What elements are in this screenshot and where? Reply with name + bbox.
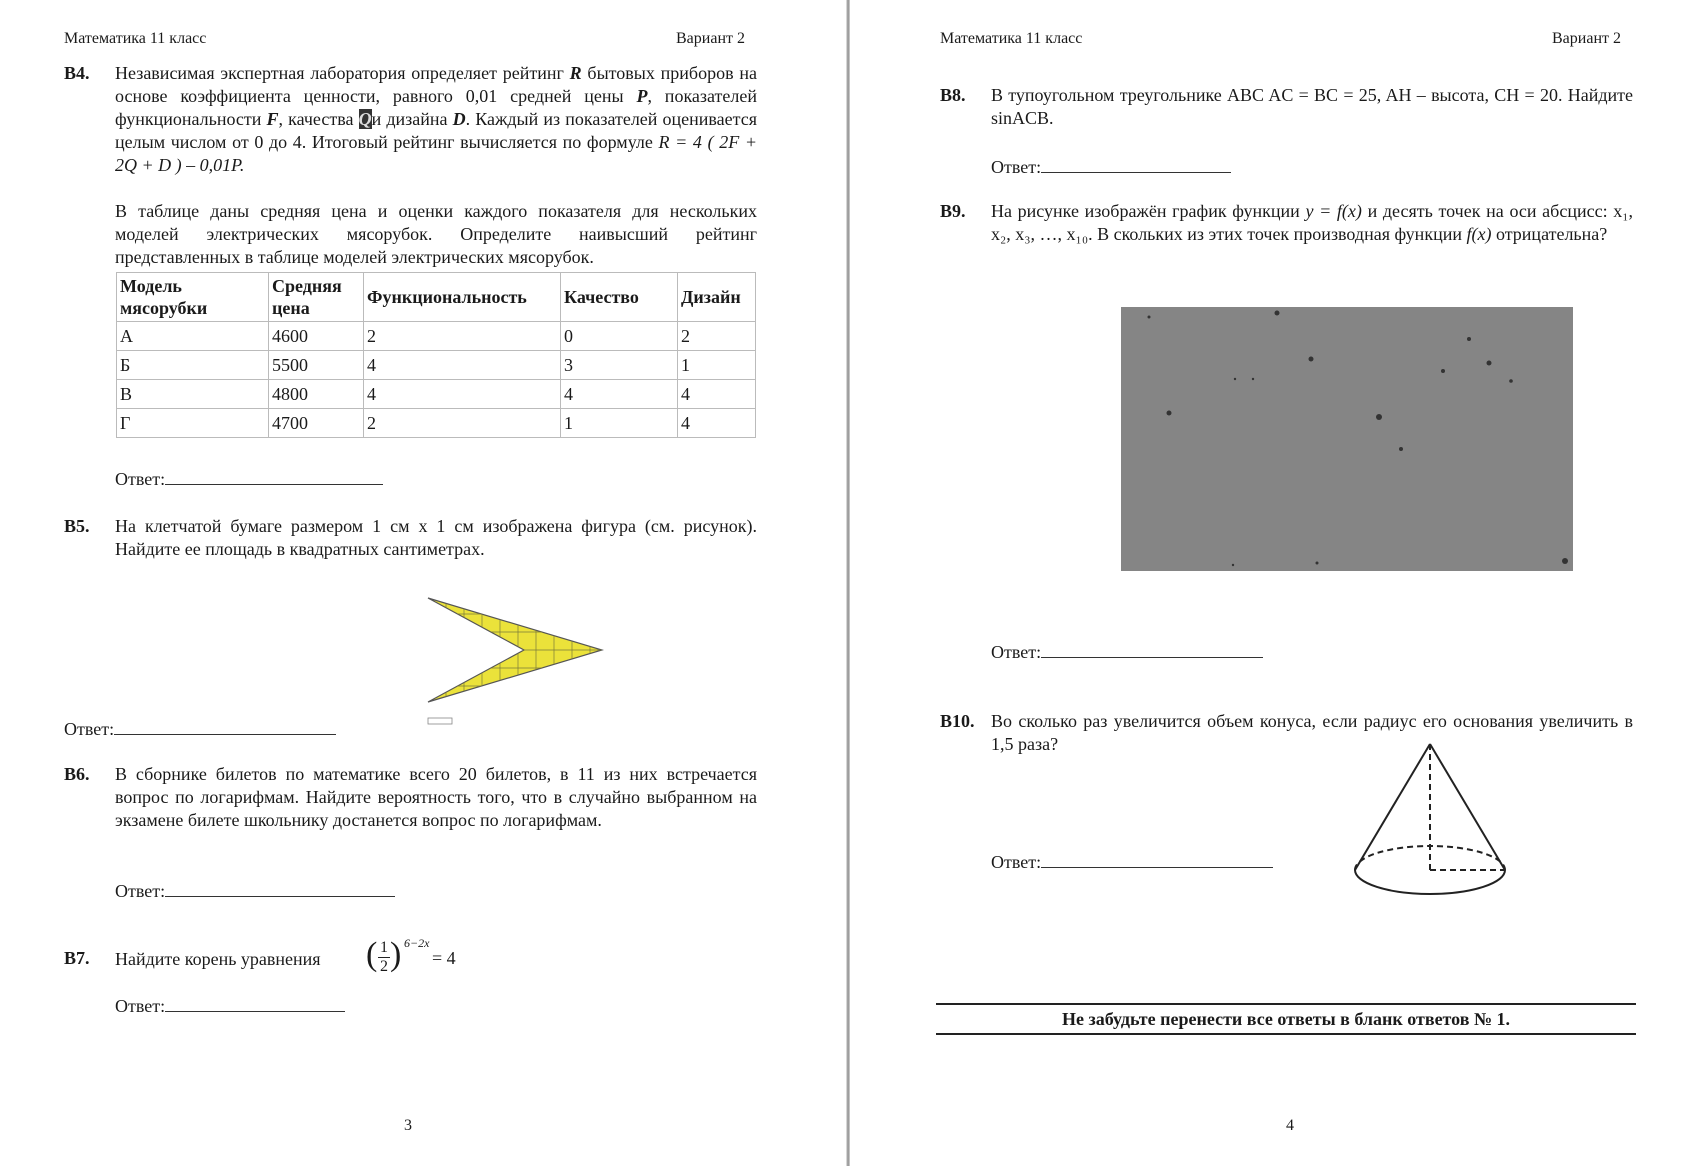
table-row (117, 322, 756, 351)
header-variant: Вариант 2 (676, 30, 745, 47)
task-b9-text: На рисунке изображён график функции y = f(x) и десять точек на оси абсцисс: x₁, x₂, x₃, …, x₁₀. В скольких из этих точек производная функции f(x) отрицательна? (991, 201, 1634, 244)
table-cell: 1 (561, 409, 678, 438)
b8-answer: Ответ: (991, 156, 1231, 178)
task-b10-label: В10. (940, 711, 975, 731)
var-r: R (569, 63, 582, 83)
table-row (117, 380, 756, 409)
header-subject: Математика 11 класс (64, 30, 207, 47)
task-b5-text: На клетчатой бумаге размером 1 см х 1 см изображена фигура (см. рисунок). Найдите ее площадь в квадратных сантиметрах. (115, 516, 757, 559)
table-cell: 2 (364, 409, 561, 438)
var-d: D (452, 109, 466, 129)
b5-answer: Ответ: (64, 718, 336, 740)
function-fx: f(x) (1466, 224, 1492, 244)
graph-speckles (1121, 307, 1573, 571)
b9-answer-line[interactable] (1041, 641, 1263, 658)
task-b4-text: Независимая экспертная лаборатория определяет рейтинг R бытовых приборов на основе коэффициента ценности, равного 0,01 средней цены P, показателей функциональности F, качества Qи дизайна D. Каждый из показателей оценивается целым числом от 0 до 4. Итоговый рейтинг вычисляется по формуле R = 4 ( 2F + 2Q + D ) – 0,01P. (115, 63, 758, 175)
table-cell: 4700 (269, 409, 364, 438)
b9-answer: Ответ: (991, 641, 1263, 663)
col-header-functionality: Функциональность (364, 273, 561, 322)
table-cell: В (117, 380, 269, 409)
col-header-design: Дизайн (678, 273, 756, 322)
left-page: Математика 11 класс Вариант 2 В4. Независимая экспертная лаборатория определяет рейтинг R бытовых приборов на основе коэффициента ценности, равного 0,01 средней цены P, показателей функциональности F, качества Qи дизайна D. Каждый из показателей оценивается целым числом от 0 до 4. Итоговый рейтинг вычисляется по формуле R = 4 ( 2F + 2Q + D ) – 0,01P. В таблице даны средняя цена и оценки каждого показателя для нескольких моделей электрических мясорубок. Определите наивысший рейтинг представленных в таблице моделей электрических мясорубок. Модель мясорубки Средняя цена Функциональность Качество Дизайн А 4600 2 0 2 Б 5500 4 3 1 В 4800 4 4 4 Г 4700 2 1 4 Ответ: В5. На клетчатой бумаге размером 1 см х 1 см изображена фигура (см. рисунок). Найдите ее площадь в квадратных сантиметрах. Ответ: В6. В сборнике билетов по математике всего 20 билетов, в 11 из них встречается вопрос по логарифмам. Найдите вероятность того, что в случайно выбранном на экзамене билете школьнику достанется вопрос по логарифмам. Ответ: В7. Найдите корень уравнения ( $\frac{1}{2}$ ) 6−2x = 4 Ответ: 3 (64, 30, 758, 1134)
frac-numerator: 1 (380, 939, 388, 956)
table-cell: 2 (678, 322, 756, 351)
table-cell: 1 (678, 351, 756, 380)
task-b6-label: В6. (64, 764, 90, 784)
b5-answer-line[interactable] (114, 718, 336, 735)
right-page (850, 0, 1695, 1166)
table-cell: 3 (561, 351, 678, 380)
table-cell: 4 (364, 380, 561, 409)
var-f: F (266, 109, 279, 129)
cone-figure (1350, 740, 1516, 904)
table-cell: 2 (364, 322, 561, 351)
function-graph-image (1121, 307, 1573, 571)
header-subject: Математика 11 класс (940, 30, 1083, 47)
table-cell: 5500 (269, 351, 364, 380)
task-b7-text: Найдите корень уравнения (115, 949, 321, 969)
col-header-quality: Качество (561, 273, 678, 322)
task-b4-label: В4. (64, 63, 90, 83)
b10-answer: Ответ: (991, 851, 1273, 873)
table-header-row (117, 273, 756, 322)
table-cell: 4 (678, 380, 756, 409)
task-b6-text: В сборнике билетов по математике всего 20 билетов, в 11 из них встречается вопрос по логарифмам. Найдите вероятность того, что в случайно выбранном на экзамене билете школьнику достанется вопрос по логарифмам. (115, 764, 757, 830)
b4-answer: Ответ: (115, 468, 383, 490)
b4-answer-line[interactable] (165, 468, 383, 485)
equation-rhs: = 4 (432, 948, 456, 968)
col-header-model: Модель мясорубки (117, 273, 269, 322)
b8-answer-line[interactable] (1041, 156, 1231, 173)
page-number: 3 (404, 1117, 412, 1134)
var-p: P (636, 86, 648, 106)
b6-answer: Ответ: (115, 880, 395, 902)
table-intro: В таблице даны средняя цена и оценки каждого показателя для нескольких моделей электрических мясорубок. Определите наивысший рейтинг представленных в таблице моделей электрических мясорубок. (115, 201, 757, 267)
b6-answer-line[interactable] (165, 880, 395, 897)
b10-answer-line[interactable] (1041, 851, 1273, 868)
table-row (117, 351, 756, 380)
function-notation: y = f(x) (1305, 201, 1362, 221)
reminder-banner: Не забудьте перенести все ответы в бланк ответов № 1. (936, 1003, 1636, 1035)
table-row (117, 409, 756, 438)
task-b9-label: В9. (940, 201, 966, 221)
table-cell: 4 (678, 409, 756, 438)
var-q: Q (358, 109, 372, 129)
equation-exponent: 6−2x (404, 936, 430, 950)
table-cell: Г (117, 409, 269, 438)
task-b8-label: В8. (940, 85, 966, 105)
b7-answer-line[interactable] (165, 995, 345, 1012)
table-cell: 4 (561, 380, 678, 409)
page-number: 4 (1286, 1117, 1294, 1134)
table-cell: Б (117, 351, 269, 380)
header-variant: Вариант 2 (1552, 30, 1621, 47)
task-b7-label: В7. (64, 948, 90, 968)
task-b8-text: В тупоугольном треугольнике ABC AC = BC = 25, AH – высота, CH = 20. Найдите sinACB. (991, 85, 1633, 128)
table-cell: А (117, 322, 269, 351)
b7-answer: Ответ: (115, 995, 345, 1017)
table-cell: 4600 (269, 322, 364, 351)
models-table (116, 272, 756, 438)
arrow-figure (424, 594, 604, 730)
rating-formula: R = 4 ( 2F + 2Q + D ) – 0,01P. (115, 132, 757, 175)
table-cell: 4 (364, 351, 561, 380)
task-b5-label: В5. (64, 516, 90, 536)
col-header-price: Средняя цена (269, 273, 364, 322)
table-cell: 4800 (269, 380, 364, 409)
frac-denominator: 2 (380, 958, 388, 975)
task-b10-text: Во сколько раз увеличится объем конуса, если радиус его основания увеличить в 1,5 раза? (991, 711, 1633, 754)
table-cell: 0 (561, 322, 678, 351)
